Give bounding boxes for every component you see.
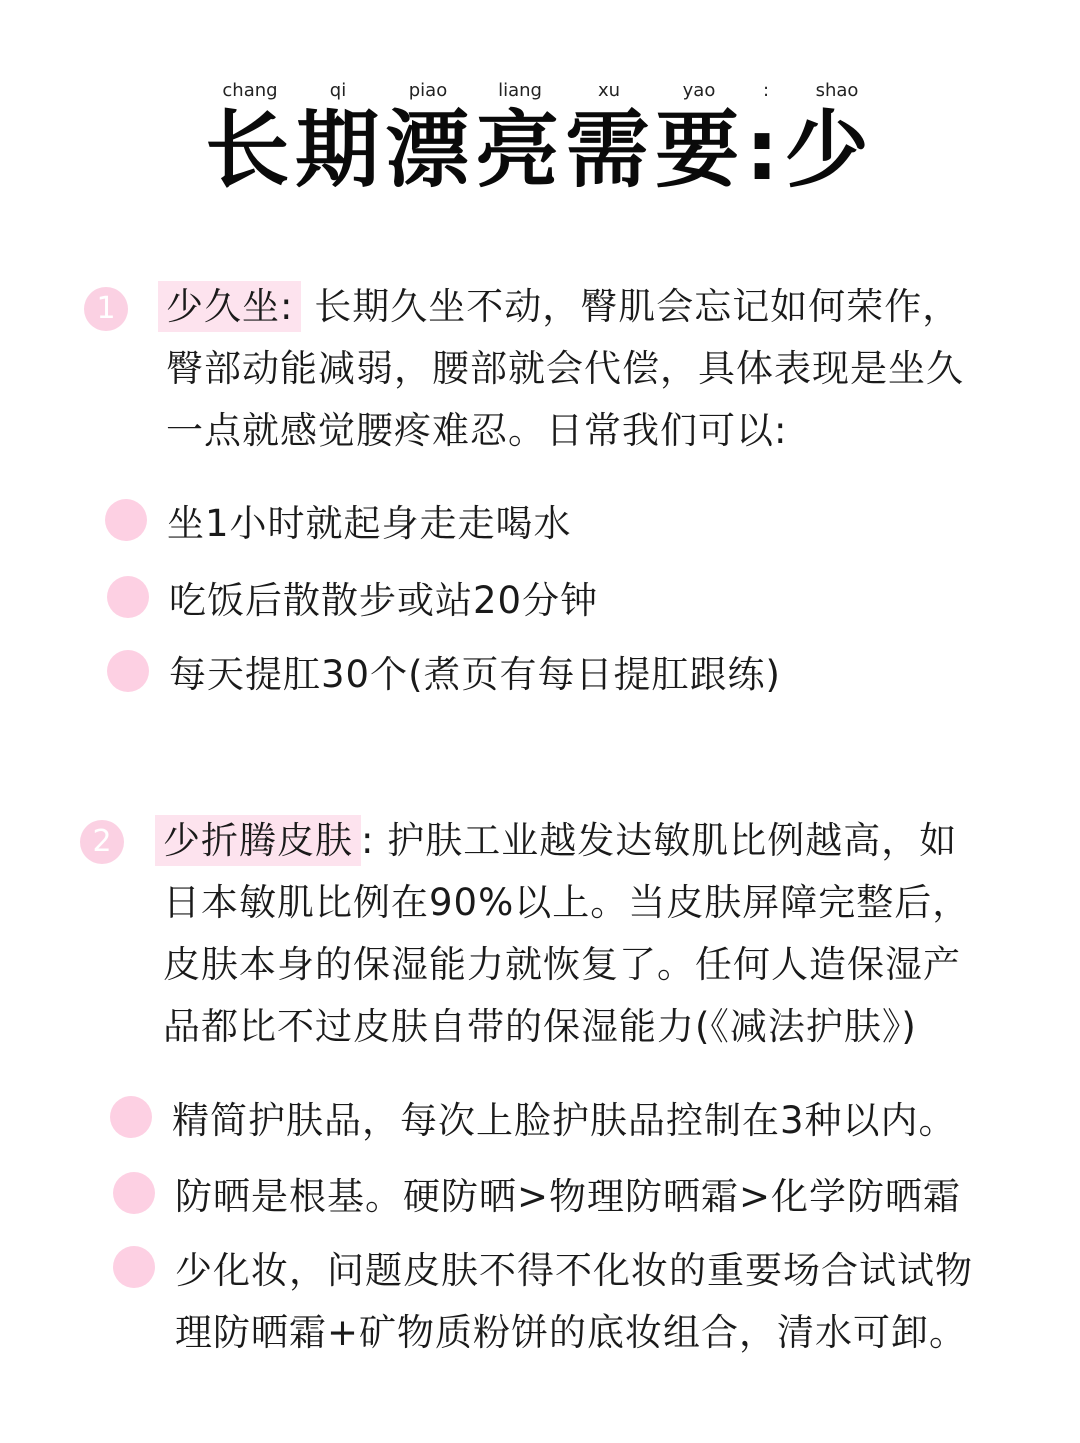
- bullet-dot-icon: [113, 1172, 155, 1214]
- pinyin-4: liang: [498, 80, 542, 101]
- section-1-paragraph: [166, 276, 986, 462]
- section-2-heading: 少折腾皮肤: [155, 815, 361, 866]
- list-item-text: 精简护肤品，每次上脸护肤品控制在3种以内。: [172, 1099, 957, 1142]
- pinyin-5: xu: [597, 80, 621, 101]
- section-1-text: 长期久坐不动，臀肌会忘记如何荣作，臀部动能减弱，腰部就会代偿，具体表现是坐久一点就感觉腰疼难忍。日常我们可以:: [166, 285, 964, 452]
- list-item-text: 坐1小时就起身走走喝水: [167, 502, 572, 545]
- pinyin-3: piao: [408, 80, 448, 101]
- pinyin-1: chang: [222, 80, 278, 101]
- pinyin-2: qi: [329, 80, 347, 101]
- pinyin-7: :: [762, 80, 770, 101]
- list-item: [113, 1240, 983, 1364]
- pinyin-8: shao: [815, 80, 859, 101]
- bullet-dot-icon: [110, 1096, 152, 1138]
- section-number-2: 2: [80, 820, 124, 864]
- bullet-dot-icon: [113, 1246, 155, 1288]
- section-1-heading: 少久坐:: [158, 281, 301, 332]
- section-2-text: : 护肤工业越发达敏肌比例越高，如日本敏肌比例在90%以上。当皮肤屏障完整后，皮肤本身的保湿能力就恢复了。任何人造保湿产品都比不过皮肤自带的保湿能力(《减法护肤》): [163, 819, 971, 1048]
- bullet-dot-icon: [107, 650, 149, 692]
- list-item: [107, 644, 907, 706]
- list-item-text: 防晒是根基。硬防晒>物理防晒霜>化学防晒霜: [175, 1175, 962, 1218]
- bullet-dot-icon: [107, 576, 149, 618]
- page-title: 长期漂亮需要:少: [205, 101, 875, 199]
- bullet-dot-icon: [105, 499, 147, 541]
- section-2-paragraph: [163, 810, 973, 1058]
- list-item-text: 少化妆，问题皮肤不得不化妆的重要场合试试物理防晒霜+矿物质粉饼的底妆组合，清水可卸。: [175, 1249, 973, 1354]
- list-item-text: 每天提肛30个(煮页有每日提肛跟练): [169, 653, 781, 696]
- section-number-1: 1: [84, 287, 128, 331]
- list-item-text: 吃饭后散散步或站20分钟: [169, 579, 599, 622]
- list-item: [113, 1166, 973, 1228]
- list-item: [107, 570, 807, 632]
- pinyin-6: yao: [682, 80, 716, 101]
- list-item: [105, 493, 805, 555]
- list-item: [110, 1090, 970, 1152]
